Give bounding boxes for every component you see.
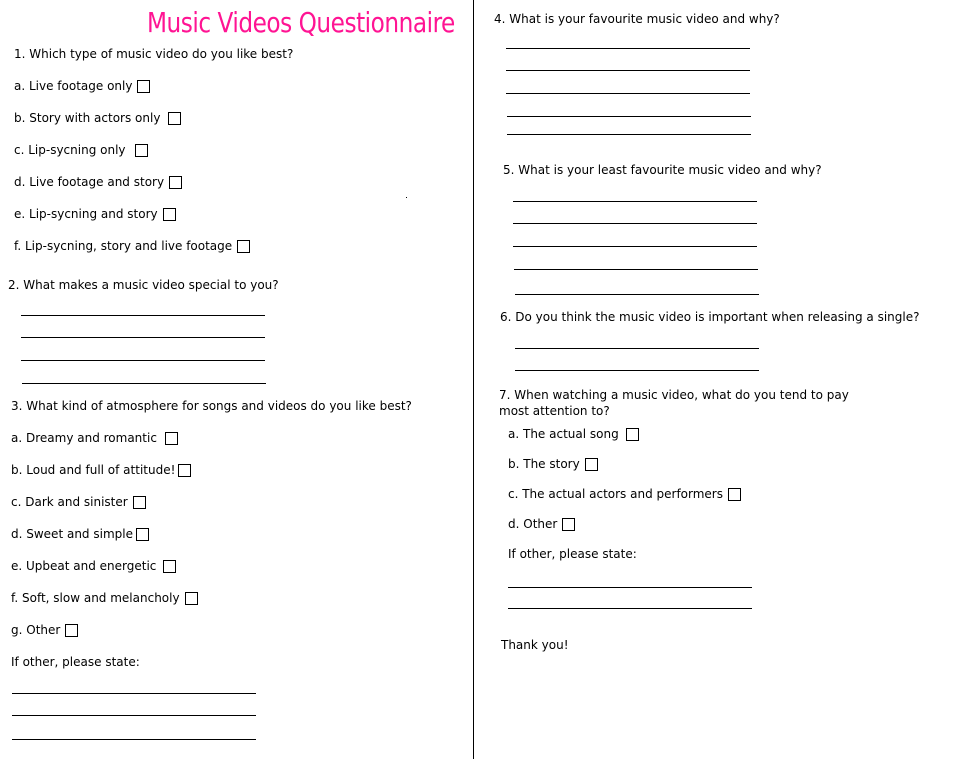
q7-option-d-checkbox[interactable] xyxy=(562,518,575,531)
q3-option-d-checkbox[interactable] xyxy=(136,528,149,541)
q7-other-prompt: If other, please state: xyxy=(508,547,637,561)
q7-option-d xyxy=(508,517,575,531)
q1-option-f-label: f. Lip-sycning, story and live footage xyxy=(14,239,233,253)
q5-question: 5. What is your least favourite music video and why? xyxy=(503,163,822,177)
q7-option-b-checkbox[interactable] xyxy=(585,458,598,471)
q1-option-e-label: e. Lip-sycning and story xyxy=(14,207,158,221)
q1-option-c-checkbox[interactable] xyxy=(135,144,148,157)
q6-answer-line[interactable] xyxy=(515,348,759,349)
q6-question: 6. Do you think the music video is important when releasing a single? xyxy=(500,310,920,324)
q5-answer-line[interactable] xyxy=(515,294,759,295)
q3-option-c-label: c. Dark and sinister xyxy=(11,495,128,509)
q1-option-c xyxy=(14,143,148,157)
q3-option-f-checkbox[interactable] xyxy=(185,592,198,605)
q3-option-f xyxy=(11,591,198,605)
q7-option-c-label: c. The actual actors and performers xyxy=(508,487,723,501)
q7-option-a-checkbox[interactable] xyxy=(626,428,639,441)
q4-answer-line[interactable] xyxy=(506,48,750,49)
q1-option-b xyxy=(14,111,181,125)
q3-option-g xyxy=(11,623,78,637)
q4-answer-line[interactable] xyxy=(507,116,751,117)
q5-answer-line[interactable] xyxy=(513,223,757,224)
q4-answer-line[interactable] xyxy=(506,93,750,94)
q7-option-b xyxy=(508,457,598,471)
q3-option-c xyxy=(11,495,146,509)
q1-question: 1. Which type of music video do you like best? xyxy=(14,47,294,61)
q3-other-prompt: If other, please state: xyxy=(11,655,140,669)
q7-other-answer-line[interactable] xyxy=(508,608,752,609)
q6-answer-line[interactable] xyxy=(515,370,759,371)
q3-option-f-label: f. Soft, slow and melancholy xyxy=(11,591,180,605)
q4-answer-line[interactable] xyxy=(507,134,751,135)
q7-option-c-checkbox[interactable] xyxy=(728,488,741,501)
q7-option-a xyxy=(508,427,639,441)
q1-option-f-checkbox[interactable] xyxy=(237,240,250,253)
q1-option-d xyxy=(14,175,182,189)
q3-option-a-label: a. Dreamy and romantic xyxy=(11,431,157,445)
q2-answer-line[interactable] xyxy=(21,315,265,316)
q1-option-d-checkbox[interactable] xyxy=(169,176,182,189)
column-divider xyxy=(473,0,474,759)
q3-option-d-label: d. Sweet and simple xyxy=(11,527,133,541)
questionnaire-title: Music Videos Questionnaire xyxy=(147,6,455,39)
q1-option-f xyxy=(14,239,250,253)
q3-option-e-label: e. Upbeat and energetic xyxy=(11,559,157,573)
q1-option-e-checkbox[interactable] xyxy=(163,208,176,221)
q3-option-e-checkbox[interactable] xyxy=(163,560,176,573)
q1-option-c-label: c. Lip-sycning only xyxy=(14,143,126,157)
q2-answer-line[interactable] xyxy=(21,337,265,338)
q3-option-b-label: b. Loud and full of attitude! xyxy=(11,463,176,477)
q2-answer-line[interactable] xyxy=(22,383,266,384)
closing-thanks: Thank you! xyxy=(501,638,569,652)
q4-answer-line[interactable] xyxy=(506,70,750,71)
q3-option-g-checkbox[interactable] xyxy=(65,624,78,637)
q5-answer-line[interactable] xyxy=(513,201,757,202)
q7-question: 7. When watching a music video, what do you tend to pay most attention to? xyxy=(499,388,849,418)
q3-option-d xyxy=(11,527,149,541)
q7-option-a-label: a. The actual song xyxy=(508,427,619,441)
q1-option-b-checkbox[interactable] xyxy=(168,112,181,125)
q3-other-answer-line[interactable] xyxy=(12,693,256,694)
q3-question: 3. What kind of atmosphere for songs and videos do you like best? xyxy=(11,399,412,413)
q3-option-b-checkbox[interactable] xyxy=(178,464,191,477)
q3-other-answer-line[interactable] xyxy=(12,739,256,740)
q5-answer-line[interactable] xyxy=(514,269,758,270)
q3-option-a xyxy=(11,431,178,445)
q1-option-d-label: d. Live footage and story xyxy=(14,175,165,189)
q2-question: 2. What makes a music video special to you? xyxy=(8,278,279,292)
q3-other-answer-line[interactable] xyxy=(12,715,256,716)
q1-option-a-label: a. Live footage only xyxy=(14,79,133,93)
q5-answer-line[interactable] xyxy=(513,246,757,247)
q7-option-b-label: b. The story xyxy=(508,457,580,471)
q2-answer-line[interactable] xyxy=(21,360,265,361)
q4-question: 4. What is your favourite music video and why? xyxy=(494,12,780,26)
q3-option-b xyxy=(11,463,191,477)
q1-option-a-checkbox[interactable] xyxy=(137,80,150,93)
q1-option-a xyxy=(14,79,150,93)
q3-option-e xyxy=(11,559,176,573)
q3-option-a-checkbox[interactable] xyxy=(165,432,178,445)
q1-option-e xyxy=(14,207,176,221)
q7-option-c xyxy=(508,487,741,501)
q3-option-g-label: g. Other xyxy=(11,623,61,637)
q7-other-answer-line[interactable] xyxy=(508,587,752,588)
q3-option-c-checkbox[interactable] xyxy=(133,496,146,509)
q1-option-b-label: b. Story with actors only xyxy=(14,111,161,125)
q7-option-d-label: d. Other xyxy=(508,517,558,531)
stray-dot xyxy=(406,197,407,198)
